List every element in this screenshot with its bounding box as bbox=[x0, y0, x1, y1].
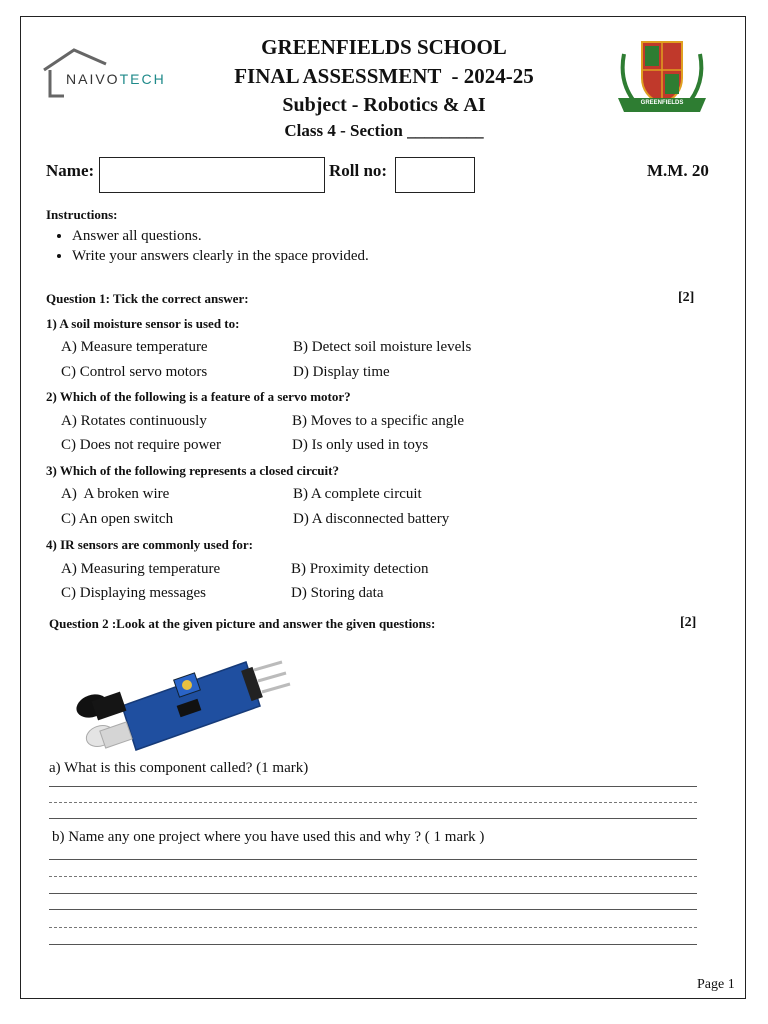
name-label: Name: bbox=[46, 161, 95, 180]
question-3-text: 3) Which of the following represents a closed circuit? bbox=[46, 463, 339, 478]
q2-marks: [2] bbox=[680, 615, 697, 630]
question-1-text: 1) A soil moisture sensor is used to: bbox=[46, 316, 240, 331]
option-c[interactable]: C) An open switch bbox=[61, 511, 174, 527]
option-d[interactable]: D) A disconnected battery bbox=[293, 511, 450, 527]
answer-line[interactable] bbox=[49, 859, 697, 860]
greenfields-crest-logo bbox=[614, 34, 710, 120]
page-number: Page 1 bbox=[697, 977, 735, 992]
crest-banner-text: GREENFIELDS bbox=[640, 100, 684, 106]
answer-line[interactable] bbox=[49, 944, 697, 945]
question-4-text: 4) IR sensors are commonly used for: bbox=[46, 537, 254, 552]
logo-text-naivo: NAIVO bbox=[66, 71, 120, 87]
q1-title: Question 1: Tick the correct answer: bbox=[46, 291, 249, 306]
option-d[interactable]: D) Display time bbox=[293, 364, 390, 380]
roll-label: Roll no: bbox=[329, 161, 388, 180]
q2-title: Question 2 :Look at the given picture and answer the given questions: bbox=[49, 616, 436, 631]
subject-title: Subject - Robotics & AI bbox=[282, 94, 486, 116]
assessment-title: FINAL ASSESSMENT - 2024-25 bbox=[234, 64, 534, 88]
option-d[interactable]: D) Is only used in toys bbox=[292, 437, 429, 453]
answer-line[interactable] bbox=[49, 876, 697, 877]
name-field[interactable] bbox=[99, 157, 325, 193]
answer-line[interactable] bbox=[49, 927, 697, 928]
answer-line[interactable] bbox=[49, 786, 697, 787]
option-b[interactable]: B) Detect soil moisture levels bbox=[293, 339, 472, 355]
instructions-title: Instructions: bbox=[46, 207, 118, 222]
instruction-item: • Write your answers clearly in the space provided. bbox=[72, 246, 369, 266]
q2-part-b: b) Name any one project where you have used this and why ? ( 1 mark ) bbox=[52, 829, 485, 845]
option-c[interactable]: C) Control servo motors bbox=[61, 364, 208, 380]
instruction-item: • Answer all questions. bbox=[72, 226, 369, 246]
roll-field[interactable] bbox=[395, 157, 475, 193]
school-name: GREENFIELDS SCHOOL bbox=[261, 35, 507, 59]
option-a[interactable]: A) Rotates continuously bbox=[61, 413, 207, 429]
answer-line[interactable] bbox=[49, 909, 697, 910]
q1-marks: [2] bbox=[678, 290, 695, 305]
question-2-text: 2) Which of the following is a feature of a servo motor? bbox=[46, 389, 351, 404]
answer-line[interactable] bbox=[49, 893, 697, 894]
option-b[interactable]: B) Proximity detection bbox=[291, 561, 429, 577]
answer-line[interactable] bbox=[49, 802, 697, 803]
option-a[interactable]: A) A broken wire bbox=[61, 486, 170, 502]
option-c[interactable]: C) Displaying messages bbox=[61, 585, 206, 601]
instructions-list bbox=[54, 226, 369, 266]
option-a[interactable]: A) Measuring temperature bbox=[61, 561, 221, 577]
class-section: Class 4 - Section _________ bbox=[284, 121, 484, 140]
option-d[interactable]: D) Storing data bbox=[291, 585, 384, 601]
option-a[interactable]: A) Measure temperature bbox=[61, 339, 208, 355]
q2-part-a: a) What is this component called? (1 mark) bbox=[49, 760, 309, 776]
answer-line[interactable] bbox=[49, 818, 697, 819]
option-b[interactable]: B) A complete circuit bbox=[293, 486, 422, 502]
max-marks: M.M. 20 bbox=[647, 161, 709, 180]
option-b[interactable]: B) Moves to a specific angle bbox=[292, 413, 465, 429]
ir-sensor-module-image bbox=[74, 654, 294, 754]
logo-text-tech: TECH bbox=[119, 71, 166, 87]
option-c[interactable]: C) Does not require power bbox=[61, 437, 221, 453]
